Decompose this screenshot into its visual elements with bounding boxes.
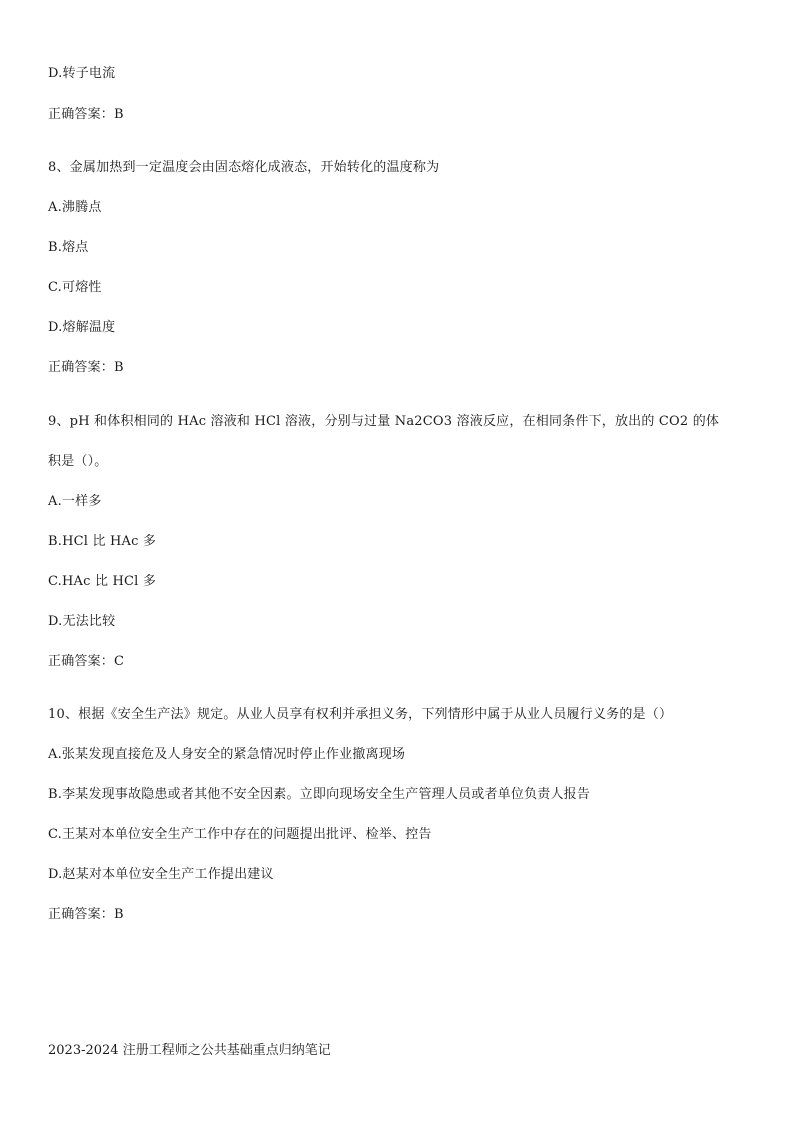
q7-answer: 正确答案：B <box>48 107 124 122</box>
q9-option-a: A.一样多 <box>48 494 102 509</box>
q8-answer: 正确答案：B <box>48 360 124 375</box>
q9-stem-line1: 9、pH 和体积相同的 HAc 溶液和 HCl 溶液，分别与过量 Na2CO3 溶液反应，在相同条件下，放出的 CO2 的体 <box>48 414 720 429</box>
q9-stem-line2: 积是（）。 <box>48 454 108 469</box>
q10-option-a: A.张某发现直接危及人身安全的紧急情况时停止作业撤离现场 <box>48 747 406 762</box>
q10-stem: 10、根据《安全生产法》规定。从业人员享有权利并承担义务，下列情形中属于从业人员履行义务的是（） <box>48 707 673 722</box>
q9-option-b: B.HCl 比 HAc 多 <box>48 534 157 549</box>
q10-option-d: D.赵某对本单位安全生产工作提出建议 <box>48 867 274 882</box>
q7-option-d: D.转子电流 <box>48 66 116 81</box>
q8-option-b: B.熔点 <box>48 240 89 255</box>
q10-answer: 正确答案：B <box>48 907 124 922</box>
q8-stem: 8、金属加热到一定温度会由固态熔化成液态，开始转化的温度称为 <box>48 160 440 175</box>
q8-option-a: A.沸腾点 <box>48 200 102 215</box>
q10-option-c: C.王某对本单位安全生产工作中存在的问题提出批评、检举、控告 <box>48 827 432 842</box>
q10-option-b: B.李某发现事故隐患或者其他不安全因素。立即向现场安全生产管理人员或者单位负责人报告 <box>48 787 591 802</box>
q9-option-d: D.无法比较 <box>48 614 116 629</box>
page-footer-title: 2023-2024 注册工程师之公共基础重点归纳笔记 <box>48 1043 331 1058</box>
q9-answer: 正确答案：C <box>48 654 125 669</box>
q9-option-c: C.HAc 比 HCl 多 <box>48 574 157 589</box>
q8-option-d: D.熔解温度 <box>48 320 116 335</box>
q8-option-c: C.可熔性 <box>48 280 102 295</box>
